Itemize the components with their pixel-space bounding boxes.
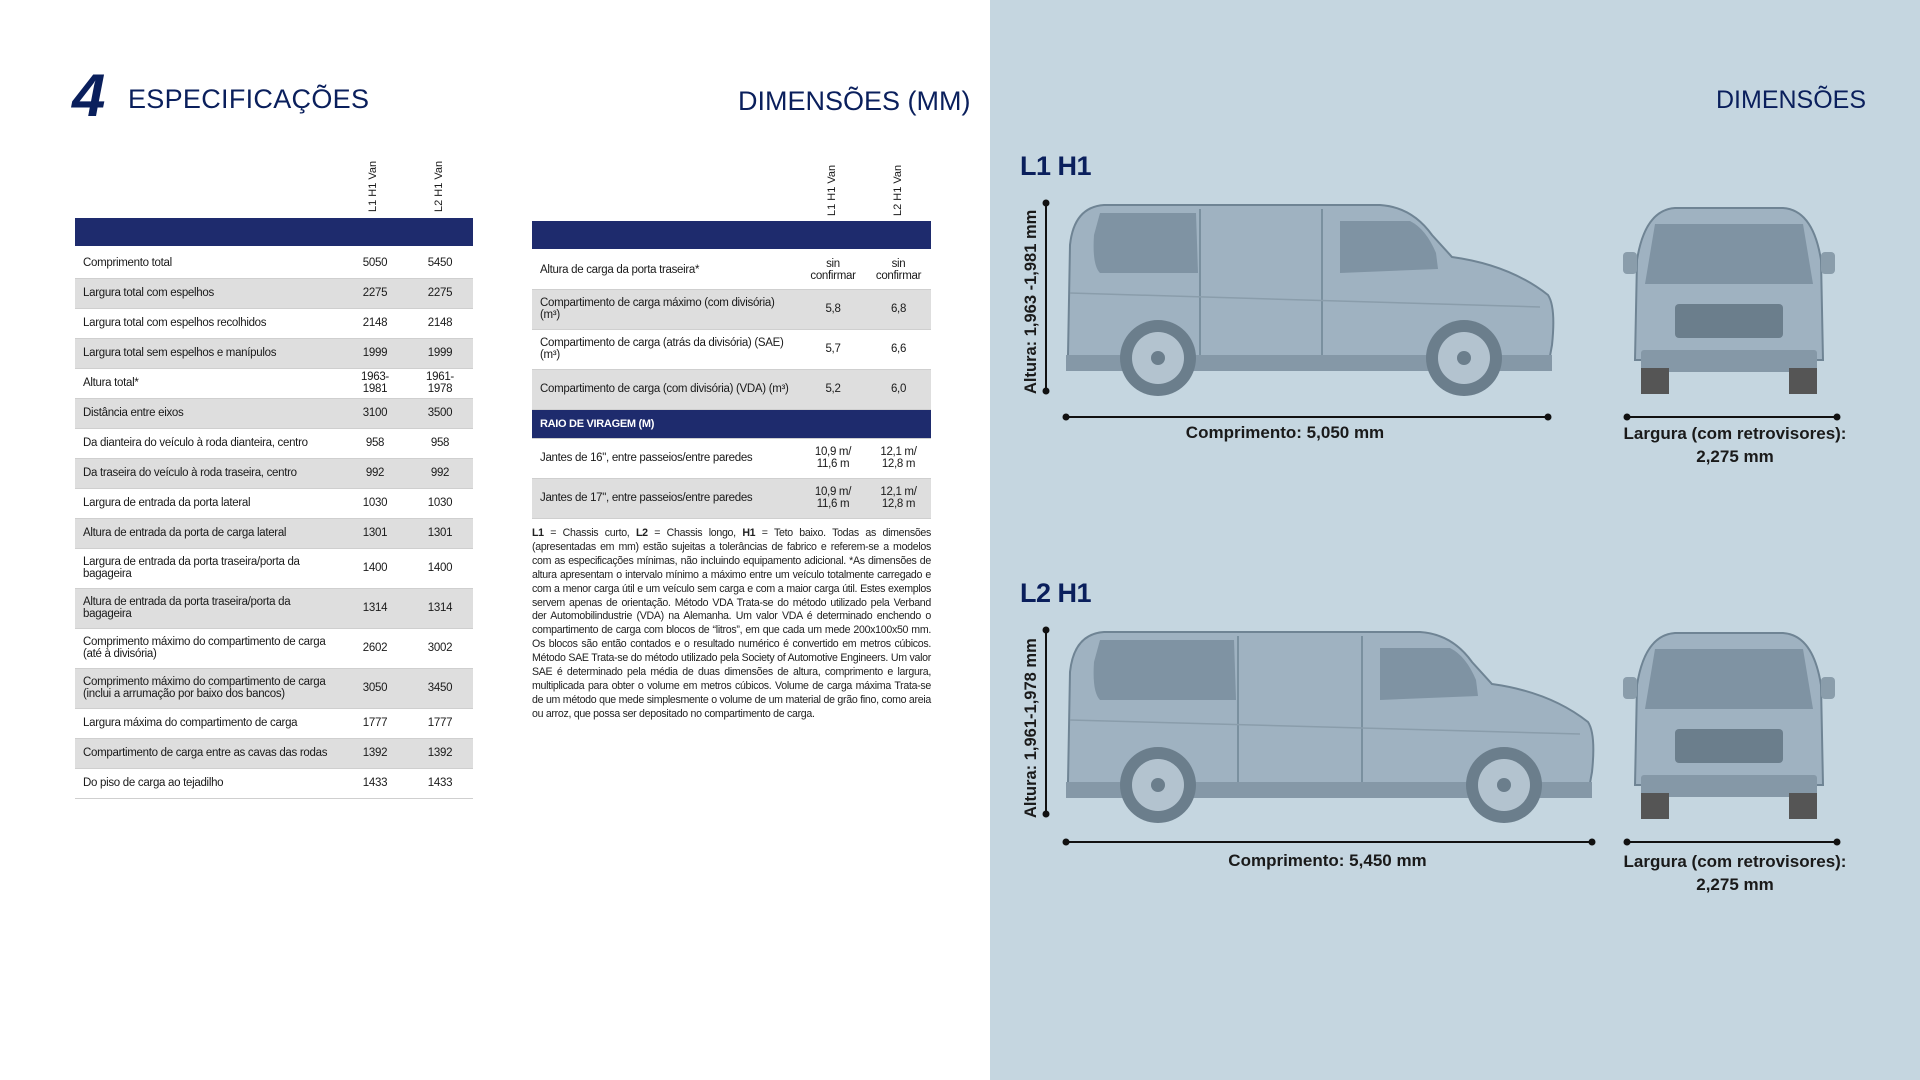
spec-row-value-l1: 2602: [343, 628, 407, 668]
footnote-h1: H1: [742, 527, 756, 539]
spec-row-value-l1: 1400: [343, 548, 407, 588]
spec-row: [75, 278, 473, 308]
spec-header-bar: [75, 218, 473, 246]
footnote: [532, 527, 931, 722]
spec-row: [75, 398, 473, 428]
turning-radius-title: RAIO DE VIRAGEM (M): [532, 409, 931, 438]
spec-row-value-l2: 1777: [407, 708, 473, 738]
dim-row-label: Altura de carga da porta traseira*: [532, 251, 800, 289]
section-number: 4: [72, 62, 106, 129]
dim-col-header-l1: L1 H1 Van: [826, 164, 838, 216]
spec-row-value-l2: 1392: [407, 738, 473, 768]
turning-row-label: Jantes de 16", entre passeios/entre paredes: [532, 438, 800, 478]
spec-row-value-l2: 2148: [407, 308, 473, 338]
l2-width-label-1: Largura (com retrovisores):: [1623, 852, 1847, 871]
l2-side-view-illustration: [1040, 622, 1600, 852]
dim-row-value-l2: 6,8: [866, 289, 931, 329]
dim-table: [532, 251, 931, 519]
spec-row: [75, 708, 473, 738]
dimensions-title: DIMENSÕES (MM): [738, 86, 971, 116]
spec-row-value-l2: 1400: [407, 548, 473, 588]
spec-row-value-l1: 3050: [343, 668, 407, 708]
dim-row-value-l2: sin confirmar: [866, 251, 931, 289]
footnote-l1: L1: [532, 527, 544, 539]
spec-row-value-l2: 1301: [407, 518, 473, 548]
dim-row-label: Compartimento de carga (atrás da divisória) (SAE) (m³): [532, 329, 800, 369]
spec-row: [75, 308, 473, 338]
spec-row-value-l1: 5050: [343, 248, 407, 278]
spec-row-value-l1: 1433: [343, 768, 407, 798]
l2-height-label: Altura: 1,961-1,978 mm: [1022, 638, 1040, 818]
l2-width-label-2: 2,275 mm: [1696, 875, 1774, 894]
turning-row-value-l1: 10,9 m/ 11,6 m: [800, 438, 866, 478]
turning-row: [532, 438, 931, 478]
spec-row: [75, 548, 473, 588]
turning-radius-subheader: [532, 409, 931, 438]
dim-row-label: Compartimento de carga (com divisória) (VDA) (m³): [532, 369, 800, 409]
spec-row-value-l2: 1961-1978: [407, 368, 473, 398]
footnote-l2: L2: [635, 527, 648, 539]
spec-row-value-l2: 1999: [407, 338, 473, 368]
spec-row: [75, 588, 473, 628]
spec-row-label: Da traseira do veículo à roda traseira, centro: [75, 458, 343, 488]
spec-col-header-l1: L1 H1 Van: [367, 160, 379, 212]
turning-row-label: Jantes de 17", entre passeios/entre paredes: [532, 478, 800, 518]
l2-length-label: Comprimento: 5,450 mm: [1228, 851, 1427, 870]
spec-row-value-l1: 1777: [343, 708, 407, 738]
spec-row-label: Altura total*: [75, 368, 343, 398]
spec-row: [75, 768, 473, 798]
turning-row-value-l2: 12,1 m/ 12,8 m: [866, 438, 931, 478]
footnote-rest: = Teto baixo. Todas as dimensões (apresentadas em mm) estão sujeitas a tolerâncias de fabrico e referem-se a modelos com as especificações mínimas, não incluindo equipamento adicional. *As dimensões de altura apresentam o intervalo mínimo a máximo entre um veículo totalmente carregado e com a menor carga útil e um veículo sem carga e com a maior carga útil. Estes exemplos servem apenas de orientação. Método VDA Trata-se do método utilizado pela Verband der Automobilindustrie (VDA) na Alemanha. Um valor VDA é determinado enchendo o compartimento de carga com blocos de “litros”, em que cada um mede 200x100x50 mm. Os blocos são então contados e o resultado numérico é convertido em metros cúbicos. Método SAE Trata-se do método utilizado pela Society of Automotive Engineers. Um valor SAE é determinado pela média de duas dimensões de altura, comprimento e largura, multiplicada para obter o volume em metros cúbicos. Volume de carga máxima Trata-se de um método que mede simplesmente o volume de um material de grão fino, como areia ou arroz, que possa ser depositado no compartimento de carga.: [532, 527, 932, 720]
dim-row-value-l2: 6,6: [866, 329, 931, 369]
spec-row-label: Da dianteira do veículo à roda dianteira, centro: [75, 428, 343, 458]
l1-width-label-2: 2,275 mm: [1696, 447, 1774, 466]
spec-row: [75, 738, 473, 768]
spec-row-value-l1: 1963-1981: [343, 368, 407, 398]
spec-row-value-l1: 1030: [343, 488, 407, 518]
dim-col-header-l2: L2 H1 Van: [892, 164, 904, 216]
spec-row-value-l1: 2275: [343, 278, 407, 308]
spec-row-label: Altura de entrada da porta de carga lateral: [75, 518, 343, 548]
spec-row-label: Comprimento máximo do compartimento de carga (inclui a arrumação por baixo dos bancos): [75, 668, 343, 708]
dim-row: [532, 251, 931, 289]
spec-row-value-l2: 3500: [407, 398, 473, 428]
l1-side-view-illustration: [1040, 195, 1560, 425]
spec-row-value-l1: 1314: [343, 588, 407, 628]
spec-row-value-l2: 3450: [407, 668, 473, 708]
spec-row: [75, 628, 473, 668]
dim-row: [532, 329, 931, 369]
right-page: [990, 0, 1920, 1080]
spec-row: [75, 488, 473, 518]
l1-length-label: Comprimento: 5,050 mm: [1185, 423, 1385, 442]
l2-front-view-illustration: [1615, 625, 1845, 850]
spec-row-label: Largura total com espelhos: [75, 278, 343, 308]
spec-row-label: Largura de entrada da porta lateral: [75, 488, 343, 518]
variant-l1-title: L1 H1: [1020, 151, 1092, 181]
spec-row: [75, 248, 473, 278]
spec-row-value-l1: 1999: [343, 338, 407, 368]
spec-row-label: Largura de entrada da porta traseira/porta da bagageira: [75, 548, 343, 588]
spec-row-value-l1: 1392: [343, 738, 407, 768]
spec-row-label: Distância entre eixos: [75, 398, 343, 428]
dim-row-value-l1: sin confirmar: [800, 251, 866, 289]
spec-row: [75, 518, 473, 548]
spec-row-value-l2: 1433: [407, 768, 473, 798]
spec-row: [75, 668, 473, 708]
spec-row-value-l2: 1314: [407, 588, 473, 628]
l1-height-label: Altura: 1,963 -1,981 mm: [1022, 209, 1040, 394]
spec-row-value-l2: 2275: [407, 278, 473, 308]
spec-row-value-l2: 1030: [407, 488, 473, 518]
section-title: ESPECIFICAÇÕES: [128, 84, 370, 114]
dim-row-value-l1: 5,8: [800, 289, 866, 329]
spec-row-value-l2: 3002: [407, 628, 473, 668]
spec-table: [75, 248, 473, 799]
spec-row-value-l1: 1301: [343, 518, 407, 548]
dim-row-label: Compartimento de carga máximo (com divisória) (m³): [532, 289, 800, 329]
spec-row-label: Largura total sem espelhos e manípulos: [75, 338, 343, 368]
spec-col-header-l2: L2 H1 Van: [433, 160, 445, 212]
turning-row-value-l2: 12,1 m/ 12,8 m: [866, 478, 931, 518]
dim-row-value-l1: 5,2: [800, 369, 866, 409]
turning-row: [532, 478, 931, 518]
spec-row-label: Do piso de carga ao tejadilho: [75, 768, 343, 798]
dim-row: [532, 289, 931, 329]
spec-row: [75, 458, 473, 488]
spec-row: [75, 338, 473, 368]
turning-row-value-l1: 10,9 m/ 11,6 m: [800, 478, 866, 518]
dim-header-bar: [532, 221, 931, 249]
spec-row-value-l2: 992: [407, 458, 473, 488]
dim-row: [532, 369, 931, 409]
footnote-l2-text: = Chassis longo,: [647, 527, 743, 539]
right-page-title: DIMENSÕES: [1716, 86, 1867, 114]
spec-row-label: Altura de entrada da porta traseira/porta da bagageira: [75, 588, 343, 628]
l1-width-label-1: Largura (com retrovisores):: [1623, 424, 1847, 443]
spec-row-label: Compartimento de carga entre as cavas das rodas: [75, 738, 343, 768]
spec-row-label: Largura total com espelhos recolhidos: [75, 308, 343, 338]
dim-row-value-l2: 6,0: [866, 369, 931, 409]
dim-row-value-l1: 5,7: [800, 329, 866, 369]
spec-row-value-l1: 992: [343, 458, 407, 488]
spec-row-value-l1: 958: [343, 428, 407, 458]
spec-row-label: Comprimento máximo do compartimento de carga (até à divisória): [75, 628, 343, 668]
spec-row-label: Largura máxima do compartimento de carga: [75, 708, 343, 738]
spec-row-value-l1: 2148: [343, 308, 407, 338]
spec-row: [75, 428, 473, 458]
spec-row-value-l2: 5450: [407, 248, 473, 278]
l1-front-view-illustration: [1615, 200, 1845, 425]
footnote-l1-text: = Chassis curto,: [543, 527, 636, 539]
variant-l2-title: L2 H1: [1020, 578, 1092, 608]
spec-row: [75, 368, 473, 398]
spec-row-value-l1: 3100: [343, 398, 407, 428]
spec-row-value-l2: 958: [407, 428, 473, 458]
spec-row-label: Comprimento total: [75, 248, 343, 278]
